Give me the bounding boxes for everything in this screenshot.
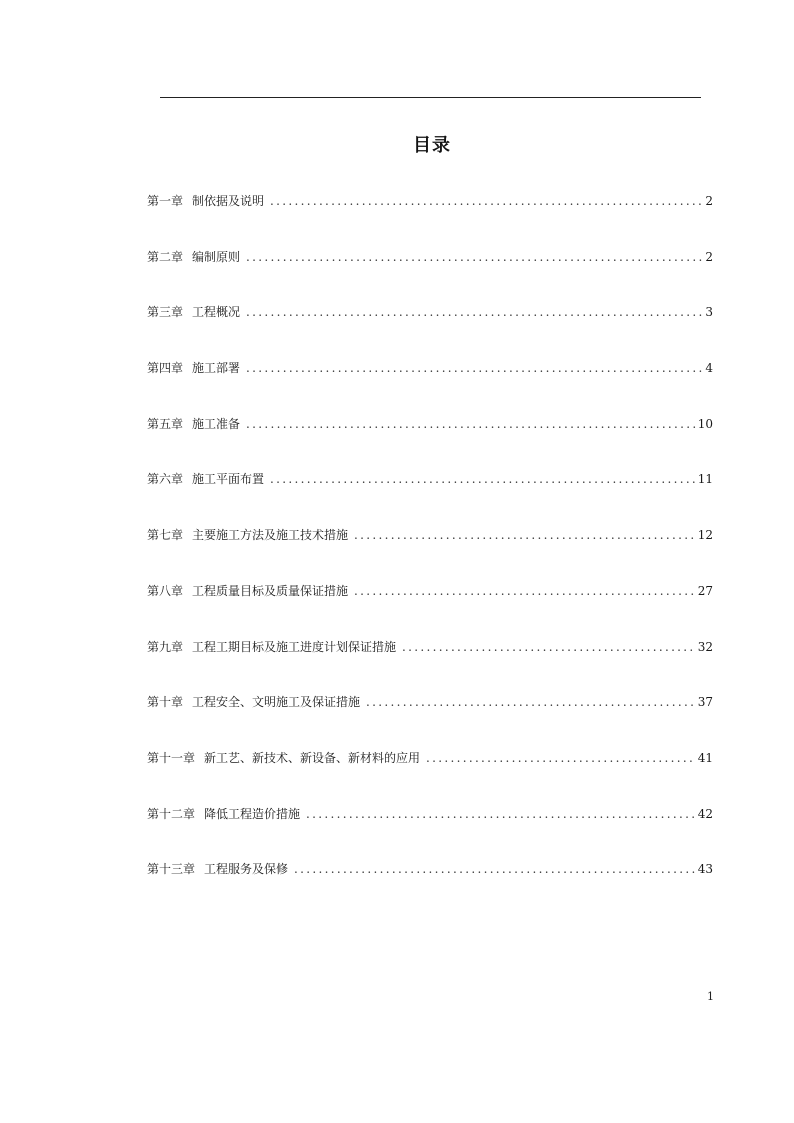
toc-dot-leader [246,413,696,435]
toc-entry[interactable] [147,301,713,357]
toc-entry[interactable] [147,246,713,302]
toc-entry[interactable] [147,636,713,692]
toc-dot-leader [294,858,696,880]
header-rule [160,97,701,98]
toc-page-number: 43 [697,862,713,877]
toc-chapter-number: 第六章 [147,472,184,487]
toc-entry[interactable] [147,691,713,747]
toc-title: 目录 [413,135,451,156]
toc-chapter-number: 第三章 [147,305,184,320]
toc-chapter-number: 第五章 [147,416,184,431]
toc-chapter-number: 第九章 [147,639,184,654]
toc-dot-leader [270,468,696,490]
toc-dot-leader [354,580,696,602]
toc-chapter-title: 施工准备 [192,416,241,431]
toc-dot-leader [366,691,696,713]
toc-dot-leader [426,747,696,769]
toc-dot-leader [402,636,696,658]
toc-entry[interactable] [147,803,713,859]
toc-dot-leader [306,803,696,825]
toc-page-number: 10 [697,416,713,431]
toc-dot-leader [246,357,703,379]
toc-chapter-number: 第十章 [147,695,184,710]
toc-chapter-title: 工程概况 [192,305,241,320]
toc-page-number: 42 [697,806,713,821]
toc-page-number: 11 [697,472,713,487]
page-number: 1 [707,990,714,1003]
toc-chapter-title: 工程服务及保修 [204,862,289,877]
toc-entry[interactable] [147,190,713,246]
toc-dot-leader [270,190,703,212]
toc-chapter-number: 第四章 [147,361,184,376]
toc-chapter-number: 第十三章 [147,862,196,877]
toc-entry[interactable] [147,357,713,413]
toc-entry[interactable] [147,858,713,914]
toc-page-number: 27 [697,583,713,598]
toc-entry[interactable] [147,468,713,524]
toc-chapter-title: 工程安全、文明施工及保证措施 [192,695,361,710]
toc-chapter-number: 第十二章 [147,806,196,821]
toc-page-number: 37 [697,695,713,710]
toc-page-number: 3 [705,305,713,320]
toc-entry[interactable] [147,747,713,803]
toc-chapter-number: 第一章 [147,194,184,208]
toc-page-number: 2 [705,249,713,264]
toc-chapter-title: 工程工期目标及施工进度计划保证措施 [192,639,397,654]
toc-page-number: 41 [697,750,713,765]
toc-entry[interactable] [147,413,713,469]
toc-dot-leader [246,246,703,268]
toc-chapter-number: 第十一章 [147,750,196,765]
toc-chapter-title: 降低工程造价措施 [204,806,301,821]
toc-chapter-title: 施工平面布置 [192,472,265,487]
toc-page-number: 2 [705,194,713,208]
toc-chapter-title: 施工部署 [192,361,241,376]
toc-chapter-title: 工程质量目标及质量保证措施 [192,583,349,598]
toc-dot-leader [246,301,703,323]
toc-page-number: 32 [697,639,713,654]
toc-chapter-title: 编制原则 [192,249,241,264]
toc-chapter-number: 第二章 [147,249,184,264]
toc-dot-leader [354,524,696,546]
toc-chapter-number: 第八章 [147,583,184,598]
toc-entry[interactable] [147,524,713,580]
toc-chapter-title: 新工艺、新技术、新设备、新材料的应用 [204,750,421,765]
toc-chapter-title: 制依据及说明 [192,194,265,208]
toc-page-number: 12 [697,528,713,543]
toc-entry[interactable] [147,580,713,636]
table-of-contents [147,190,713,914]
toc-page-number: 4 [705,361,713,376]
toc-chapter-title: 主要施工方法及施工技术措施 [192,528,349,543]
toc-chapter-number: 第七章 [147,528,184,543]
